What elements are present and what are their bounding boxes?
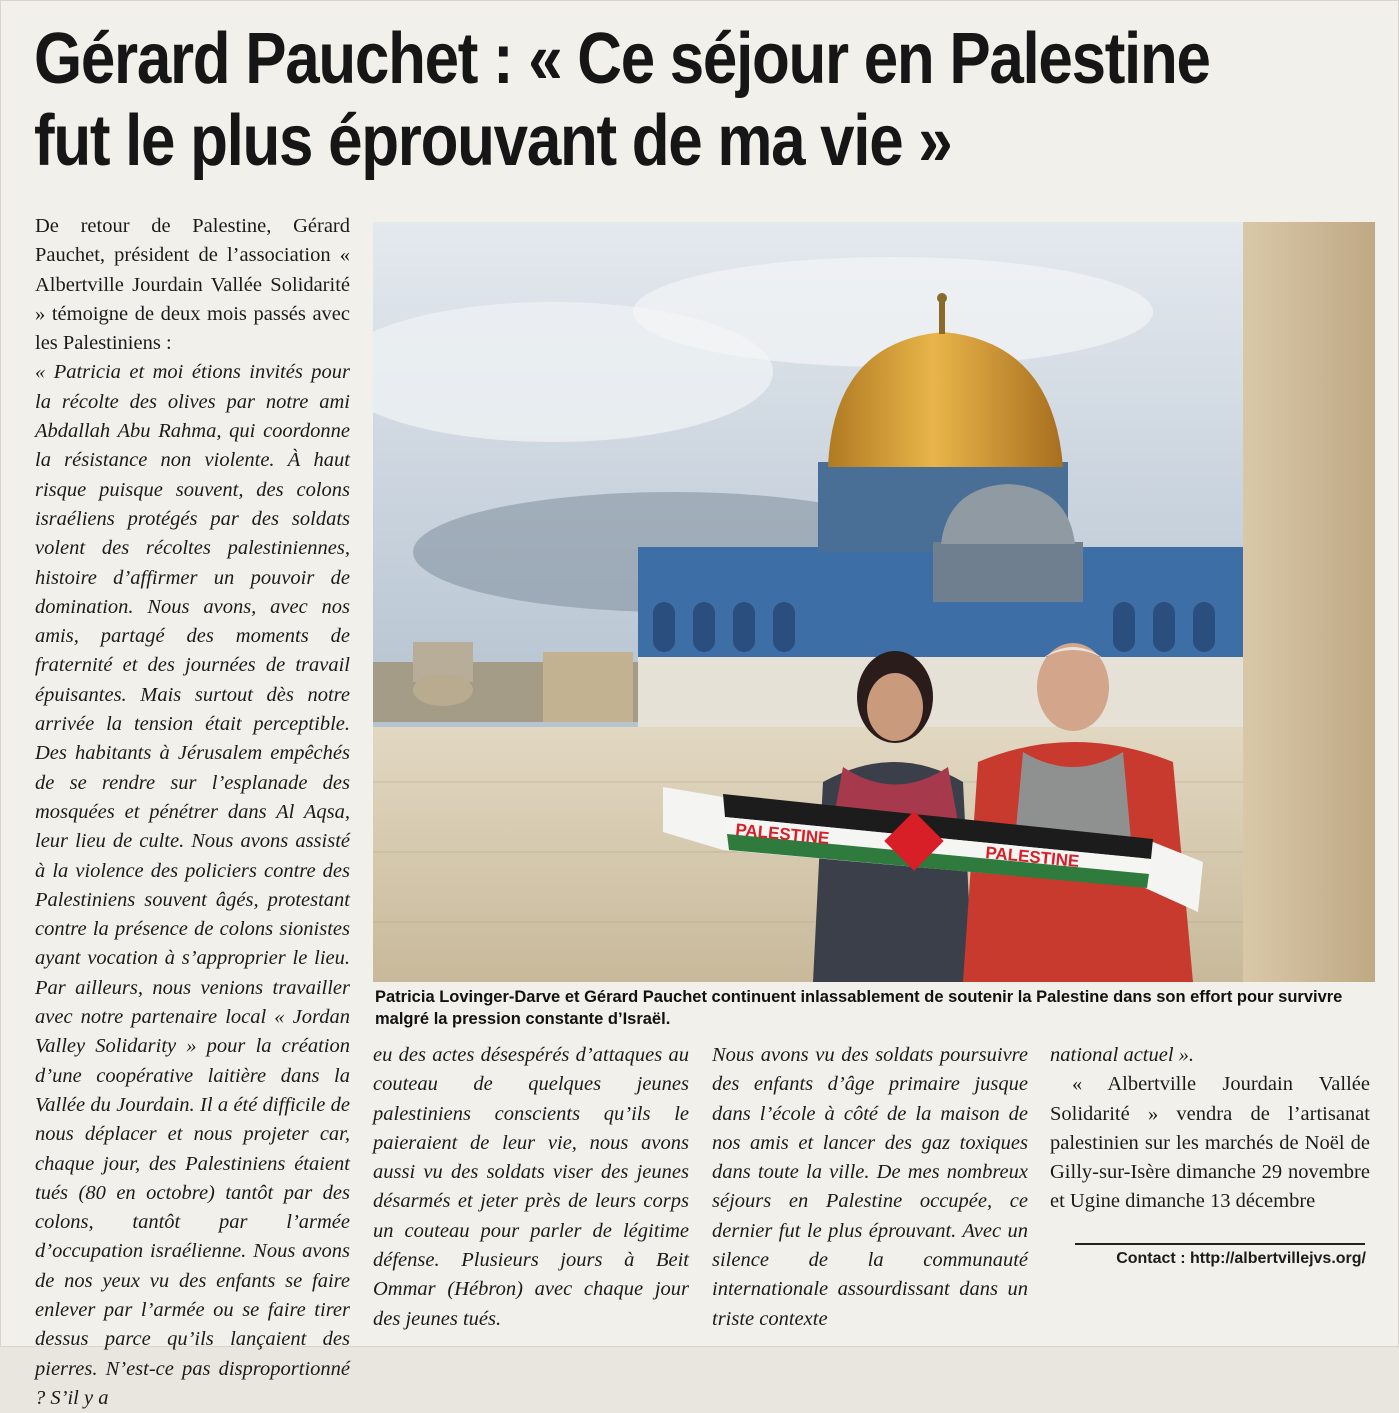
column-4 — [1050, 1041, 1370, 1217]
quote-part-3: Nous avons vu des soldats poursuivre des enfants d’âge primaire jusque dans l’école à côté de la maison de nos amis et lancer des gaz toxiques dans toute la ville. De mes nombreux séjours en Palestine occupée, ce dernier fut le plus éprouvant. Avec un silence de la communauté internationale assourdissant dans un triste contexte — [712, 1044, 1028, 1330]
stone-pillar — [1243, 222, 1375, 982]
headline-line-1: Gérard Pauchet : « Ce séjour en Palestine — [34, 19, 1210, 99]
column-2 — [373, 1041, 689, 1334]
headline — [34, 18, 1210, 182]
contact-line: Contact : http://albertvillejvs.org/ — [1116, 1250, 1366, 1267]
column-1 — [35, 212, 350, 1413]
article-photo — [373, 222, 1375, 982]
column-3 — [712, 1041, 1028, 1334]
headline-line-2: fut le plus éprouvant de ma vie » — [34, 101, 952, 181]
article-intro: De retour de Palestine, Gérard Pauchet, président de l’association « Albertville Jourdain Vallée Solidarité » témoigne de deux mois passés avec les Palestiniens : — [35, 215, 350, 355]
closing-paragraph: « Albertville Jourdain Vallée Solidarité » vendra de l’artisanat palestinien sur les marchés de Noël de Gilly-sur-Isère dimanche 29 novembre et Ugine dimanche 13 décembre — [1050, 1073, 1370, 1213]
quote-part-2: eu des actes désespérés d’attaques au couteau de quelques jeunes palestiniens conscients qu’ils le paieraient de leur vie, nous avons aussi vu des soldats viser des jeunes désarmés et jeter près de leurs corps un couteau pour parler de légitime défense. Plusieurs jours à Beit Ommar (Hébron) avec chaque jour des jeunes tués. — [373, 1044, 689, 1330]
quote-part-1: « Patricia et moi étions invités pour la récolte des olives par notre ami Abdallah Abu Rahma, qui coordonne la résistance non violente. À haut risque puisque souvent, des colons israéliens protégés par des soldats volent des récoltes palestiniennes, histoire d’affirmer un pouvoir de domination. Nous avons, avec nos amis, partagé des moments de fraternité et des journées de travail épuisantes. Mais surtout dès notre arrivée la tension était perceptible. Des habitants à Jérusalem empêchés de se rendre sur l’esplanade des mosquées et pénétrer dans Al Aqsa, leur lieu de culte. Nous avons assisté à la violence des policiers contre des Palestiniens souvent âgés, protestant contre la présence de colons sionistes ayant vocation à s’approprier le lieu. Par ailleurs, nous venions travailler avec notre partenaire local « Jordan Valley Solidarity » pour la création d’une coopérative laitière dans la Vallée du Jourdain. Il a été difficile de nous déplacer et nous projeter car, chaque jour, des Palestiniens étaient tués (80 en octobre) tantôt par des colons, tantôt par l’armée d’occupation israélienne. Nous avons de nos yeux vu des enfants se faire enlever par l’armée ou se faire tirer dessus parce qu’ils lançaient des pierres. N’est-ce pas disproportionné ? S’il y a — [35, 361, 350, 1409]
photo-caption: Patricia Lovinger-Darve et Gérard Pauchet continuent inlassablement de soutenir la Palestine dans son effort pour survivre malgré la pression constante d’Israël. — [375, 988, 1343, 1028]
banner-text-right: PALESTINE — [984, 843, 1081, 872]
quote-part-4: national actuel ». — [1050, 1044, 1195, 1066]
banner-text-left: PALESTINE — [734, 820, 831, 849]
contact-rule — [1075, 1243, 1365, 1245]
